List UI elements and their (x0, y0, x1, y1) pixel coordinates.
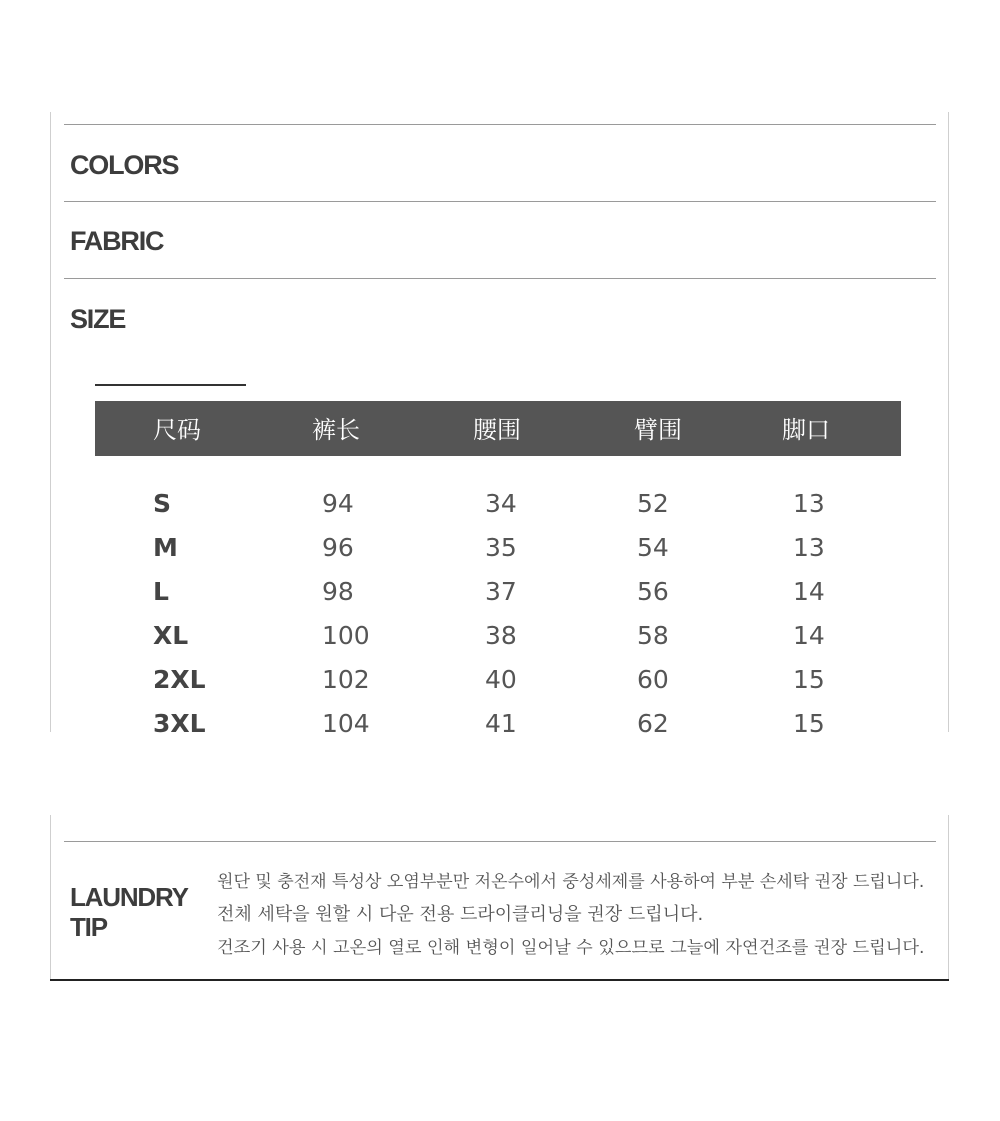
divider-colors (64, 201, 936, 202)
cell-waist: 34 (485, 489, 517, 518)
laundry-label-line1: LAUNDRY (70, 882, 188, 912)
cell-arm: 58 (637, 621, 669, 650)
divider-fabric (64, 278, 936, 279)
laundry-label-line2: TIP (70, 912, 107, 942)
cell-hem: 13 (793, 489, 825, 518)
cell-length: 102 (322, 665, 370, 694)
cell-length: 96 (322, 533, 354, 562)
cell-size: 2XL (153, 665, 206, 694)
laundry-tip-line-1: 원단 및 충전재 특성상 오염부분만 저온수에서 중성세제를 사용하여 부분 손세탁 권장 드립니다. (217, 872, 925, 892)
cell-waist: 41 (485, 709, 517, 738)
cell-size: L (153, 577, 169, 606)
cell-waist: 40 (485, 665, 517, 694)
cell-arm: 56 (637, 577, 669, 606)
cell-length: 94 (322, 489, 354, 518)
panel-left-border (50, 112, 51, 732)
cell-size: S (153, 489, 172, 518)
size-underline (95, 384, 246, 386)
laundry-left-border (50, 815, 51, 980)
size-label: SIZE (70, 304, 126, 334)
table-row (95, 482, 901, 526)
fabric-label: FABRIC (70, 226, 164, 256)
cell-hem: 14 (793, 621, 825, 650)
cell-size: XL (153, 621, 189, 650)
size-table (95, 401, 901, 738)
table-row (95, 658, 901, 702)
header-length: 裤长 (312, 416, 360, 444)
header-size: 尺码 (153, 416, 201, 444)
cell-length: 100 (322, 621, 370, 650)
divider-top (64, 124, 936, 125)
cell-arm: 54 (637, 533, 669, 562)
cell-hem: 15 (793, 709, 825, 738)
header-hem: 脚口 (782, 416, 830, 444)
cell-arm: 62 (637, 709, 669, 738)
header-waist: 腰围 (473, 416, 521, 444)
table-row (95, 614, 901, 658)
laundry-tip-line-3: 건조기 사용 시 고온의 열로 인해 변형이 일어날 수 있으므로 그늘에 자연건조를 권장 드립니다. (217, 938, 925, 958)
cell-hem: 14 (793, 577, 825, 606)
cell-size: 3XL (153, 709, 206, 738)
laundry-tip-line-2: 전체 세탁을 원할 시 다운 전용 드라이클리닝을 권장 드립니다. (217, 904, 704, 925)
cell-waist: 35 (485, 533, 517, 562)
cell-hem: 15 (793, 665, 825, 694)
table-row (95, 570, 901, 614)
cell-waist: 38 (485, 621, 517, 650)
laundry-right-border (948, 815, 949, 980)
laundry-tip-label (70, 882, 188, 942)
table-row (95, 526, 901, 570)
panel-right-border (948, 112, 949, 732)
cell-size: M (153, 533, 178, 562)
cell-arm: 60 (637, 665, 669, 694)
header-arm: 臂围 (634, 416, 682, 444)
cell-length: 98 (322, 577, 354, 606)
cell-arm: 52 (637, 489, 669, 518)
cell-length: 104 (322, 709, 370, 738)
cell-hem: 13 (793, 533, 825, 562)
size-table-header (95, 401, 901, 456)
divider-laundry (64, 841, 936, 842)
bottom-rule (50, 979, 949, 981)
cell-waist: 37 (485, 577, 517, 606)
colors-label: COLORS (70, 150, 179, 180)
table-row (95, 702, 901, 746)
